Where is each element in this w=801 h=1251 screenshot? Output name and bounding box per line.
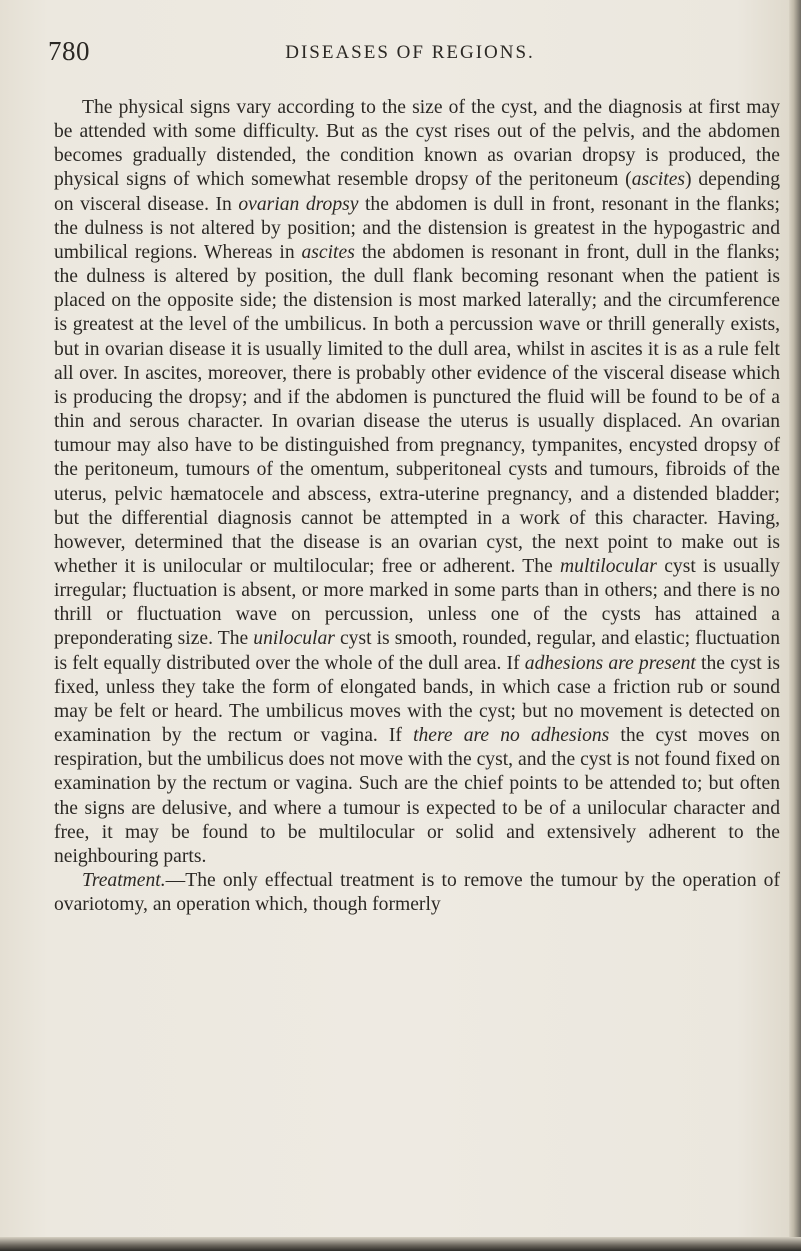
italic-term: multilocular bbox=[560, 555, 657, 577]
body-text bbox=[54, 96, 780, 917]
text-run: The physical signs vary according to the size of the cyst, and the diagnosis at first may be attended with some difficulty. But as the cyst rises out of the pelvis, and the abdomen becomes gradually distended, the condition known as ovarian dropsy is produced, the physical signs of which somewhat resemble dropsy of the peritoneum ( bbox=[54, 97, 780, 191]
italic-term: adhesions are present bbox=[524, 652, 696, 674]
page-edge-shadow bbox=[789, 0, 801, 1251]
italic-term: there are no adhesions bbox=[413, 725, 610, 747]
page-bottom-shadow bbox=[0, 1237, 801, 1251]
italic-term: ascites bbox=[631, 169, 686, 191]
text-run: ) depending on visceral disease. In bbox=[54, 169, 780, 215]
italic-term: ascites bbox=[301, 241, 355, 263]
page-number: 780 bbox=[48, 36, 90, 66]
paragraph-diagnosis bbox=[54, 96, 780, 869]
text-run: the cyst is fixed, unless they take the form of elongated bands, in which case a friction rub or sound may be felt or heard. The umbilicus moves with the cyst; but no movement is detected on examination by the rectum or vagina. If bbox=[54, 652, 780, 747]
paragraph-treatment bbox=[54, 869, 780, 917]
italic-heading: Treatment. bbox=[82, 870, 166, 891]
page-header bbox=[40, 36, 780, 76]
text-run: cyst is smooth, rounded, regular, and elastic; fluctuation is felt equally distributed over the whole of the dull area. If bbox=[54, 628, 780, 674]
text-run: the cyst moves on respiration, but the umbilicus does not move with the cyst, and the cyst is not found fixed on examination by the rectum or vagina. Such are the chief points to be attended to; but often the signs are delusive, and where a tumour is expected to be of a unilocular character and free, it may be found to be multilocular or solid and extensively adherent to the neighbouring parts. bbox=[54, 725, 780, 867]
text-run: the abdomen is resonant in front, dull in the flanks; the dulness is altered by position, the dull flank becoming resonant when the patient is placed on the opposite side; the distension is most marked laterally; and the circumference is greatest at the level of the umbilicus. In both a percussion wave or thrill generally exists, but in ovarian disease it is usually limited to the dull area, whilst in ascites it is as a rule felt all over. In ascites, moreover, there is probably other evidence of the visceral disease which is producing the dropsy; and if the abdomen is punctured the fluid will be found to be of a thin and serous character. In ovarian disease the uterus is usually displaced. An ovarian tumour may also have to be distinguished from pregnancy, tympanites, encysted dropsy of the peritoneum, tumours of the omentum, subperitoneal cysts and tumours, fibroids of the uterus, pelvic hæmatocele and abscess, extra-uterine pregnancy, and a distended bladder; but the differential diagnosis cannot be attempted in a work of this character. Having, however, determined that the disease is an ovarian cyst, the next point to make out is whether it is unilocular or multilocular; free or adherent. The bbox=[54, 241, 780, 577]
text-run: —The only effectual treatment is to remove the tumour by the operation of ovariotomy, an operation which, though formerly bbox=[54, 870, 780, 916]
italic-term: unilocular bbox=[253, 628, 335, 650]
text-run: cyst is usually irregular; fluctuation is absent, or more marked in some parts than in others; and there is no thrill or fluctuation wave on percussion, unless one of the cysts has attained a preponderating size. The bbox=[54, 555, 780, 650]
running-head: DISEASES OF REGIONS. bbox=[285, 42, 535, 63]
italic-term: ovarian dropsy bbox=[238, 193, 359, 215]
text-run: the abdomen is dull in front, resonant in the flanks; the dulness is not altered by position; and the distension is greatest in the hypogastric and umbilical regions. Whereas in bbox=[54, 193, 780, 263]
